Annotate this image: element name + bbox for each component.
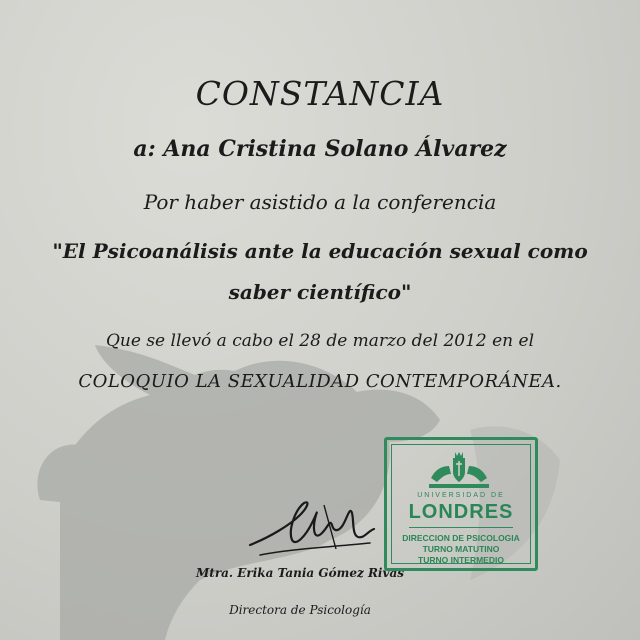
conference-title-line1: "El Psicoanálisis ante la educación sexual como [52,239,588,263]
certificate-title: CONSTANCIA [195,74,445,113]
event-name: COLOQUIO LA SEXUALIDAD CONTEMPORÁNEA. [78,371,562,392]
signer-role: Directora de Psicología [229,603,371,617]
stamp-line-shift-intermediate: TURNO INTERMEDIO [418,555,504,565]
stamp-line-shift-morning: TURNO MATUTINO [422,544,500,554]
stamp-line-department: DIRECCION DE PSICOLOGIA [402,533,520,543]
crest-icon [427,452,491,490]
attendance-text: Por haber asistido a la conferencia [143,190,497,214]
top-cut-text [0,0,640,12]
signer-name: Mtra. Erika Tania Gómez Rivas [196,566,404,580]
stamp-university-name: LONDRES [408,501,514,523]
recipient-name: a: Ana Cristina Solano Álvarez [133,136,507,162]
handwritten-signature [240,485,380,565]
university-stamp [384,437,538,571]
stamp-divider [409,527,513,528]
stamp-university-label: UNIVERSIDAD DE [417,492,505,499]
conference-title-line2: saber científico" [228,280,412,304]
event-date-text: Que se llevó a cabo el 28 de marzo del 2012 en el [105,331,535,351]
